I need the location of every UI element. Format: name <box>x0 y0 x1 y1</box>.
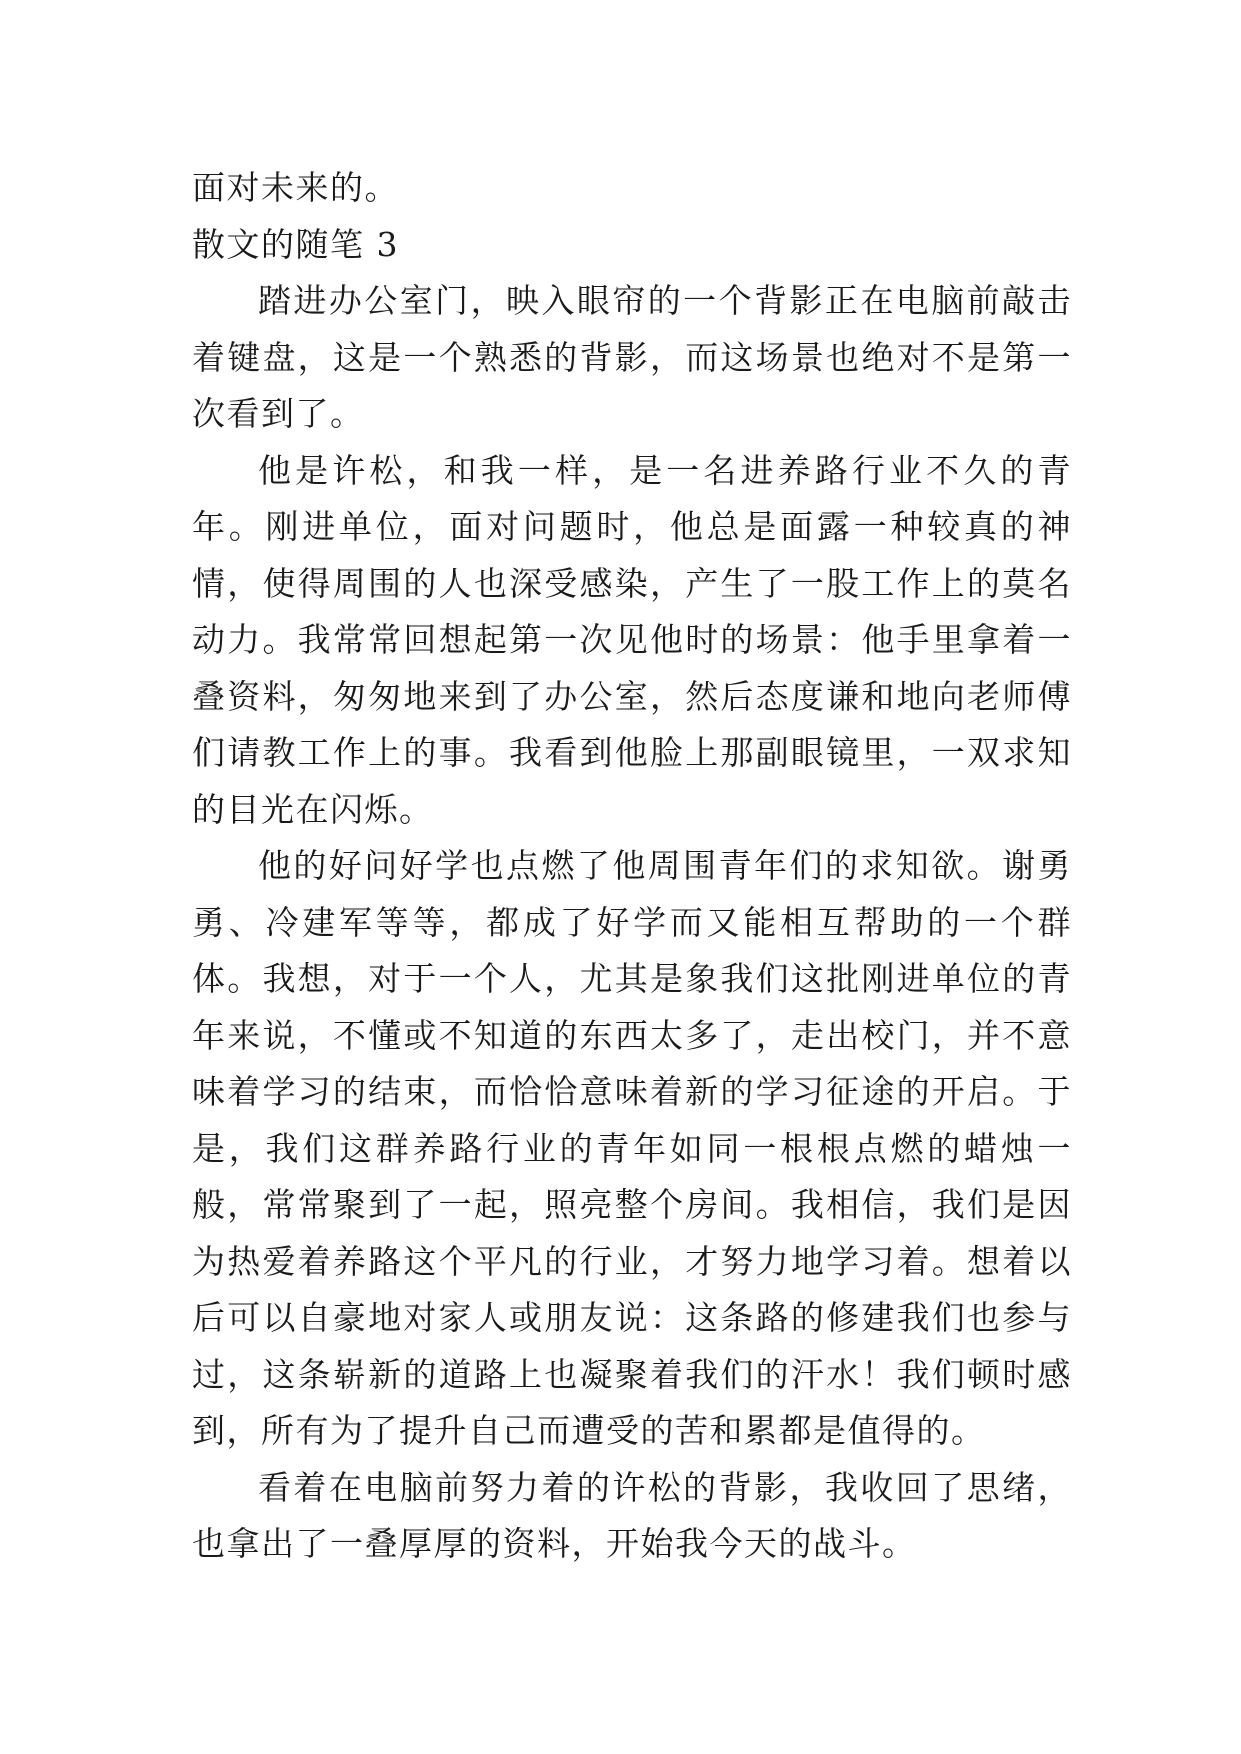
section-heading: 散文的随笔 3 <box>192 224 399 264</box>
paragraph: 踏进办公室门，映入眼帘的一个背影正在电脑前敲击着键盘，这是一个熟悉的背影，而这场景也绝对不是第一次看到了。 <box>192 281 1072 433</box>
document-body <box>192 160 1072 1573</box>
paragraph: 看着在电脑前努力着的许松的背影，我收回了思绪，也拿出了一叠厚厚的资料，开始我今天的战斗。 <box>192 1467 1072 1563</box>
paragraph: 他是许松，和我一样，是一名进养路行业不久的青年。刚进单位，面对问题时，他总是面露一种较真的神情，使得周围的人也深受感染，产生了一股工作上的莫名动力。我常常回想起第一次见他时的场景：他手里拿着一叠资料，匆匆地来到了办公室，然后态度谦和地向老师傅们请教工作上的事。我看到他脸上那副眼镜里，一双求知的目光在闪烁。 <box>192 450 1072 829</box>
paragraph: 他的好问好学也点燃了他周围青年们的求知欲。谢勇勇、冷建军等等，都成了好学而又能相互帮助的一个群体。我想，对于一个人，尤其是象我们这批刚进单位的青年来说，不懂或不知道的东西太多了，走出校门，并不意味着学习的结束，而恰恰意味着新的学习征途的开启。于是，我们这群养路行业的青年如同一根根点燃的蜡烛一般，常常聚到了一起，照亮整个房间。我相信，我们是因为热爱着养路这个平凡的行业，才努力地学习着。想着以后可以自豪地对家人或朋友说：这条路的修建我们也参与过，这条崭新的道路上也凝聚着我们的汗水！我们顿时感到，所有为了提升自己而遭受的苦和累都是值得的。 <box>192 846 1072 1450</box>
continued-text-line: 面对未来的。 <box>192 168 399 207</box>
